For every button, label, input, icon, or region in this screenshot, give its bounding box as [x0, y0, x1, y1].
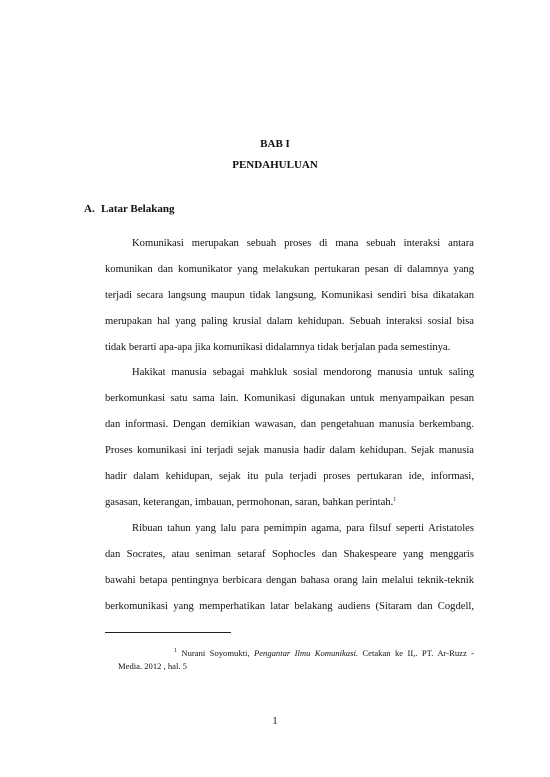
- body-line: Hakikat manusia sebagai mahkluk sosial mendorong manusia untuk saling: [132, 367, 474, 378]
- footnote-separator: [105, 632, 231, 633]
- body-line: dan Socrates, atau seniman setaraf Sophocles dan Shakespeare yang menggaris: [105, 549, 474, 560]
- body-line: Komunikasi merupakan sebuah proses di mana sebuah interaksi antara: [132, 238, 474, 249]
- body-line: hadir dalam kehidupan, sejak itu pula terjadi proses pertukaran ide, informasi,: [105, 471, 474, 482]
- body-line-text: gasasan, keterangan, imbauan, permohonan, saran, bahkan perintah.: [105, 497, 394, 508]
- footnote-line-1: [174, 648, 474, 658]
- body-line: terjadi secara langsung maupun tidak langsung, Komunikasi sendiri bisa dikatakan: [105, 290, 474, 301]
- body-line: dan informasi. Dengan demikian wawasan, dan pengetahuan manusia berkembang.: [105, 419, 474, 430]
- body-line: berkomunkasi satu sama lain. Komunikasi digunakan untuk menyampaikan pesan: [105, 393, 474, 404]
- body-line: berkomunikasi yang memperhatikan latar belakang audiens (Sitaram dan Cogdell,: [105, 601, 474, 612]
- body-line: merupakan hal yang paling krusial dalam kehidupan. Sebuah interaksi sosial bisa: [105, 316, 474, 327]
- footnote-author: Nurani Soyomukti,: [181, 648, 250, 658]
- page-number: 1: [272, 716, 278, 727]
- body-line: komunikan dan komunikator yang melakukan pertukaran pesan di dalamnya yang: [105, 264, 474, 275]
- footnote-title: Pengantar Ilmu Komunikasi.: [253, 648, 358, 658]
- section-number: A.: [84, 203, 95, 215]
- body-line: Proses komunikasi ini terjadi sejak manusia hadir dalam kehidupan. Sejak manusia: [105, 445, 474, 456]
- body-line: bawahi betapa pentingnya berbicara dengan bahasa orang lain melalui teknik-teknik: [105, 575, 474, 586]
- section-title: Latar Belakang: [101, 203, 175, 215]
- footnote-publisher: Cetakan ke II,. PT. Ar-Ruzz -: [362, 648, 475, 658]
- chapter-title: PENDAHULUAN: [232, 159, 318, 171]
- section-heading: [84, 203, 174, 215]
- footnote-line-2: Media. 2012 , hal. 5: [118, 661, 187, 671]
- chapter-number: BAB I: [260, 138, 290, 150]
- body-line: tidak berarti apa-apa jika komunikasi didalamnya tidak berjalan pada semestinya.: [105, 342, 451, 353]
- footnote-number: 1: [174, 648, 177, 654]
- body-line: Ribuan tahun yang lalu para pemimpin agama, para filsuf seperti Aristatoles: [132, 523, 474, 534]
- body-line-with-footnote: [105, 497, 396, 508]
- footnote-reference: 1: [393, 497, 397, 503]
